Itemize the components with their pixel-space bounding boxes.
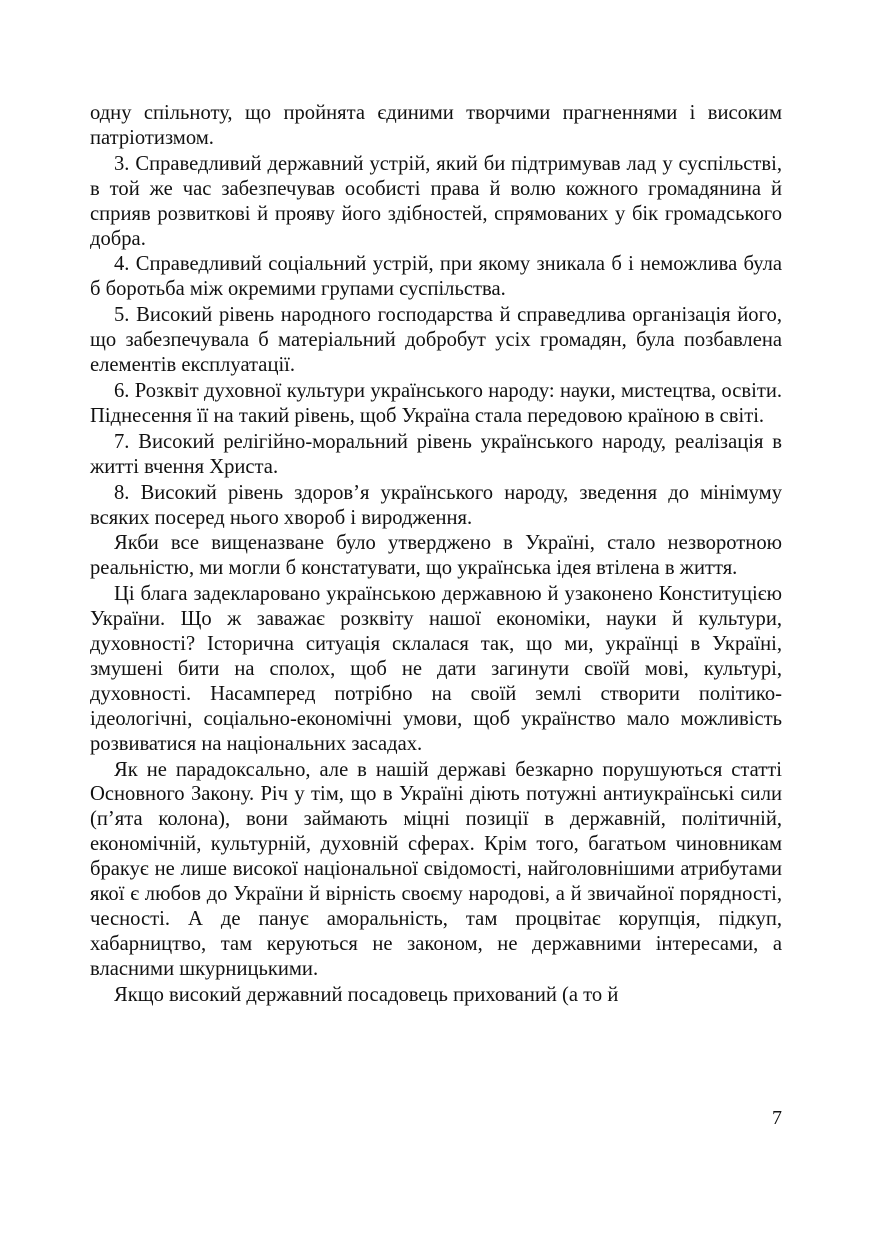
paragraph-continuation: одну спільноту, що пройнята єдиними творчими прагненнями і високим патріотизмом. xyxy=(90,102,782,149)
paragraph-item-7: 7. Високий релігійно-моральний рівень українського народу, реалізація в житті вчення Христа. xyxy=(90,430,782,478)
paragraph-item-8: 8. Високий рівень здоров’я українського народу, зведення до мінімуму всяких посеред нього хвороб і виродження. xyxy=(90,481,782,529)
paragraph-item-6: 6. Розквіт духовної культури українського народу: науки, мистецтва, освіти. Піднесення її на такий рівень, щоб Україна стала передовою країною в світі. xyxy=(90,379,782,427)
page-body xyxy=(90,101,782,1009)
page-number: 7 xyxy=(772,1107,782,1129)
paragraph-paradox: Як не парадоксально, але в нашій державі безкарно порушуються статті Основного Закону. Річ у тім, що в Україні діють потужні антиукраїнські сили (п’ята колона), вони займають міцні позиції в державній, політичній, економічній, культурній, духовній сферах. Крім того, багатьом чиновникам бракує не лише високої національної свідомості, найголовнішими атрибутами якої є любов до України й вірність своєму народові, а й звичайної порядності, чесності. А де панує аморальність, там процвітає корупція, підкуп, хабарництво, там керуються не законом, не державними інтересами, а власними шкурницькими. xyxy=(90,758,782,980)
paragraph-item-3: 3. Справедливий державний устрій, який би підтримував лад у суспільстві, в той же час забезпечував особисті права й волю кожного громадянина й сприяв розвиткові й прояву його здібностей, спрямованих у бік громадського добра. xyxy=(90,152,782,250)
paragraph-item-4: 4. Справедливий соціальний устрій, при якому зникала б і неможлива була б боротьба між окремими групами суспільства. xyxy=(90,253,782,301)
paragraph-last-line: Якщо високий державний посадовець прихований (а то й xyxy=(114,983,619,1006)
paragraph-constitution: Ці блага задекларовано українською державною й узаконено Конституцією України. Що ж заважає розквіту нашої економіки, науки й культури, духовності? Історична ситуація склалася так, що ми, українці в Україні, змушені бити на сполох, щоб не дати загинути своїй мові, культурі, духовності. Насамперед потрібно на своїй землі створити політико-ідеологічні, соціально-економічні умови, щоб українство мало можливість розвиватися на національних засадах. xyxy=(90,583,782,755)
paragraph-conclusion: Якби все вищеназване було утверджено в Україні, стало незворотною реальністю, ми могли б констатувати, що українська ідея втілена в життя. xyxy=(90,532,782,580)
paragraph-item-5: 5. Високий рівень народного господарства й справедлива організація його, що забезпечувала б матеріальний добробут усіх громадян, була позбавлена елементів експлуатації. xyxy=(90,304,782,377)
